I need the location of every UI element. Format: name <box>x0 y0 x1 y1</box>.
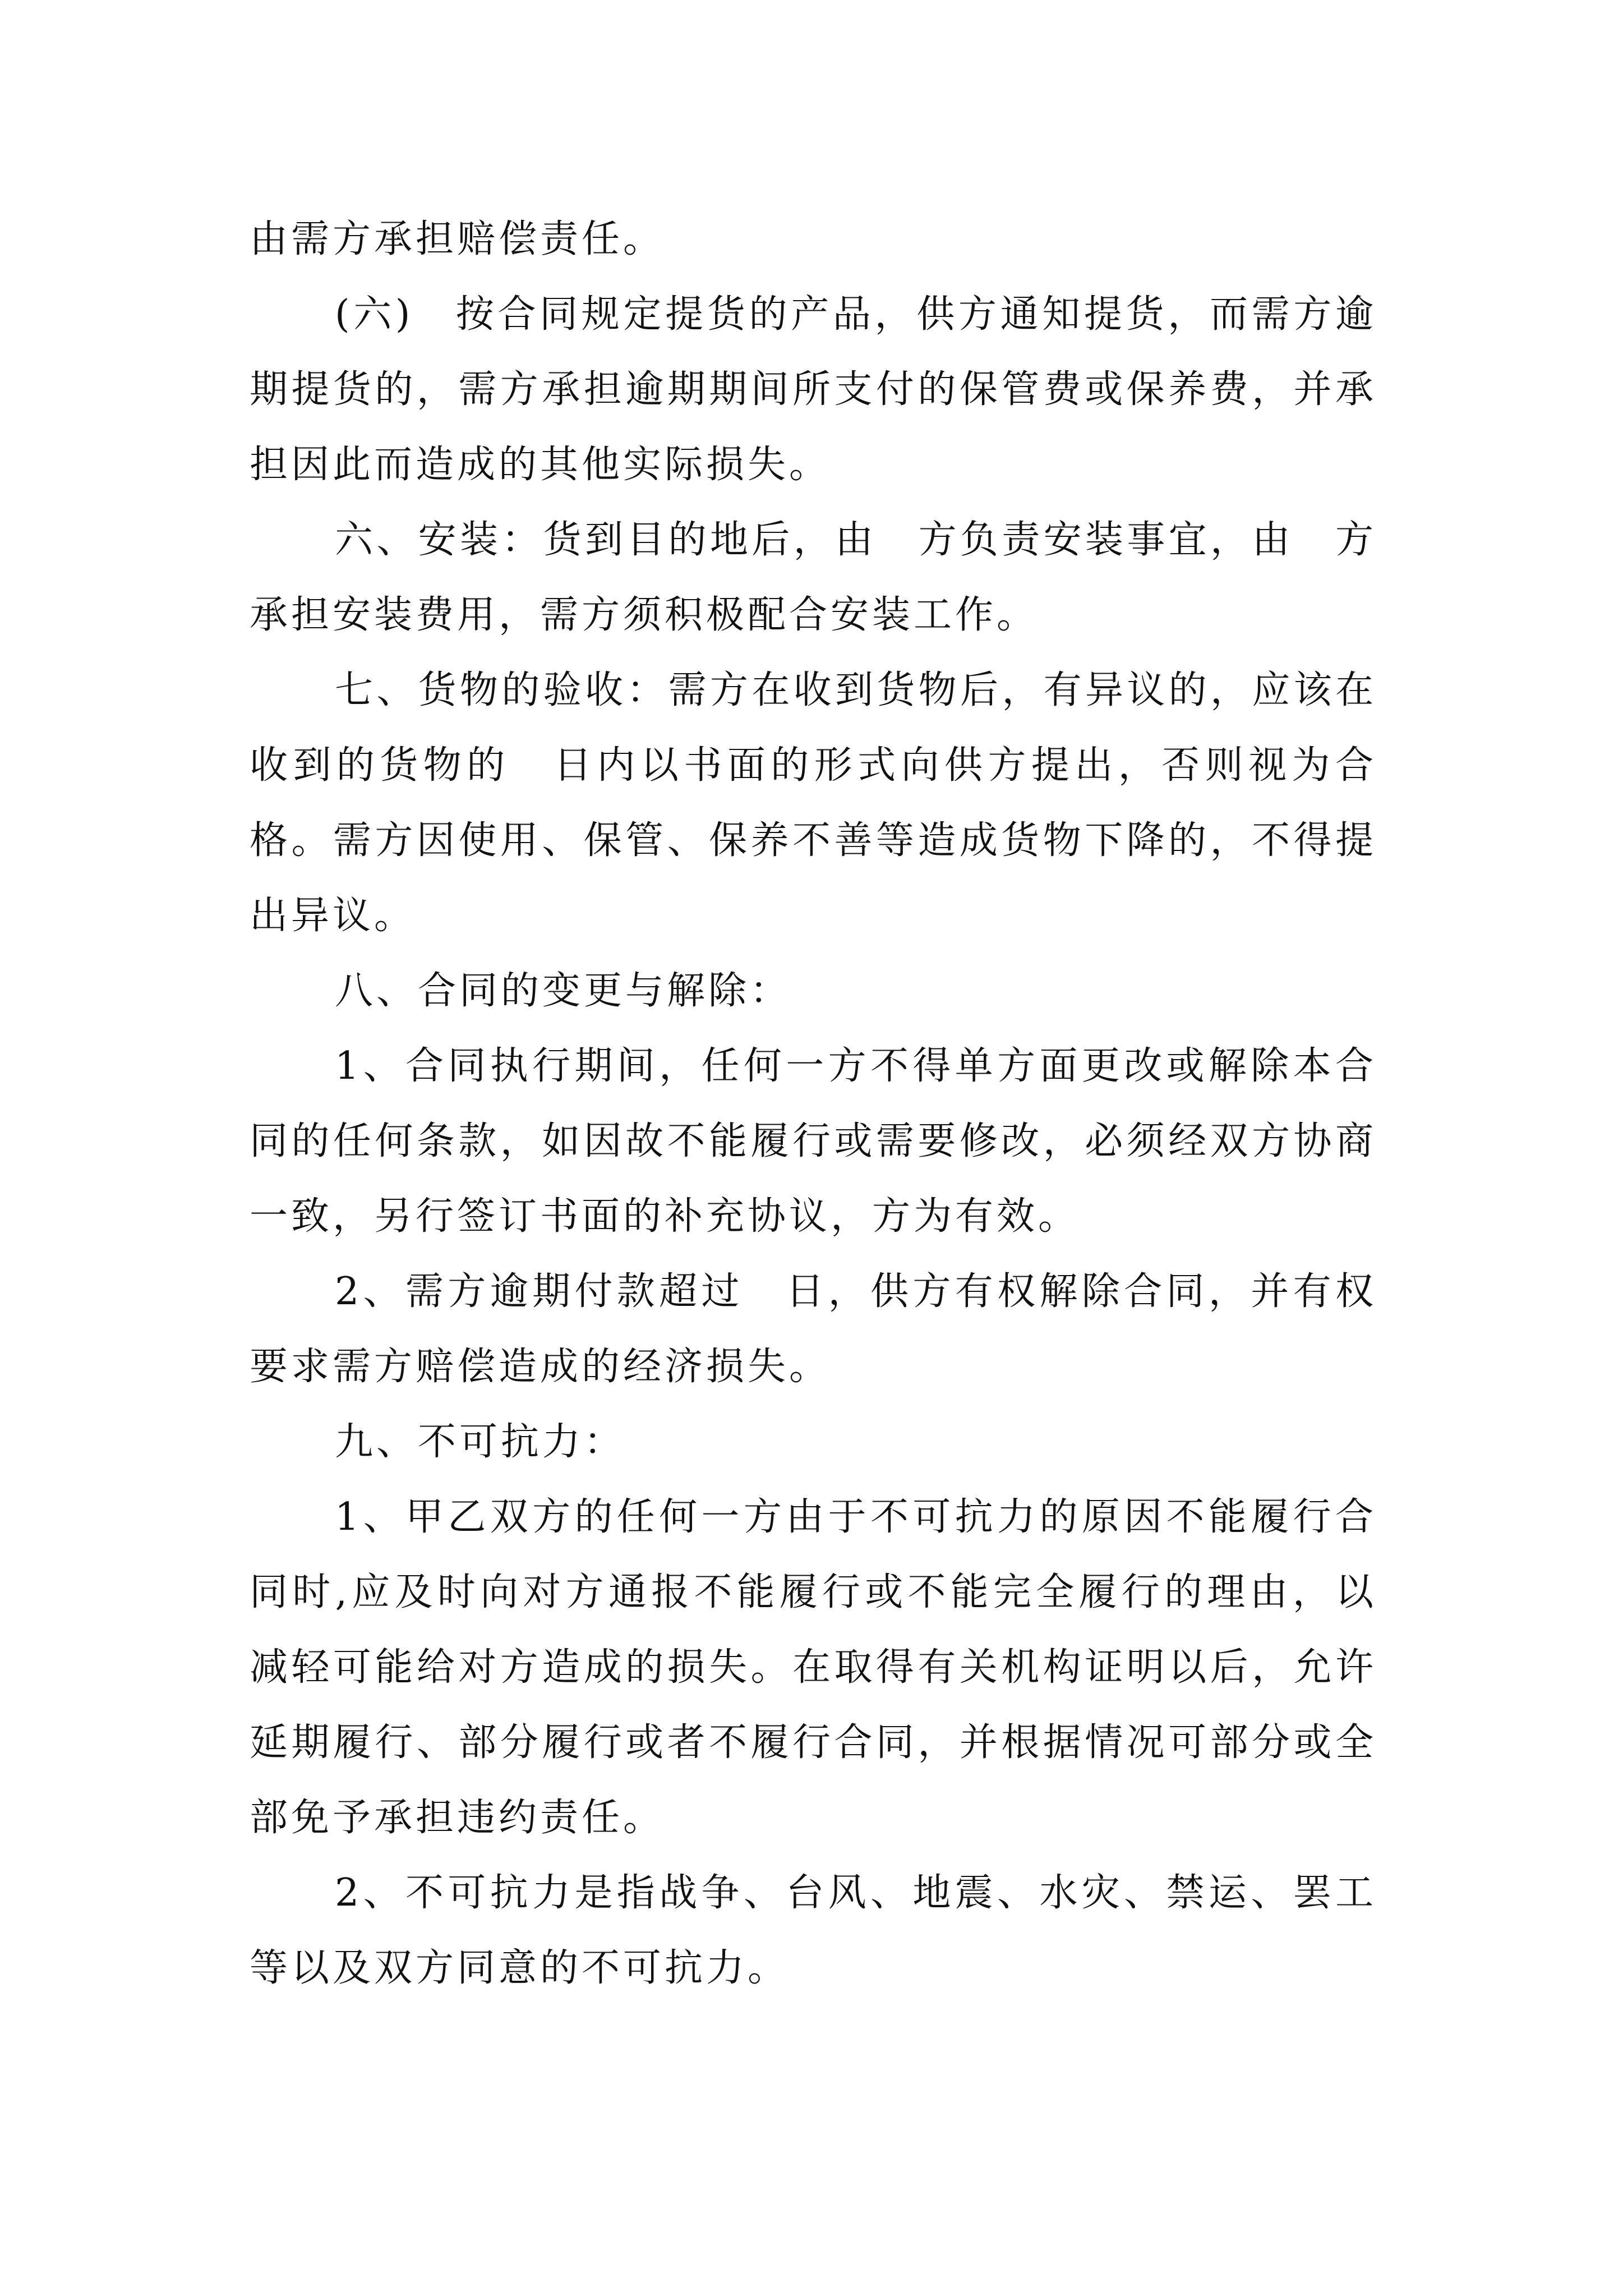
paragraph-section-7-acceptance: 七、货物的验收：需方在收到货物后，有异议的，应该在收到的货物的 日内以书面的形式向供方提出，否则视为合格。需方因使用、保管、保养不善等造成货物下降的，不得提出异议。 <box>250 668 1377 938</box>
document-body <box>250 202 1377 2006</box>
paragraph-section-9-item-1: 1、甲乙双方的任何一方由于不可抗力的原因不能履行合同时,应及时向对方通报不能履行或不能完全履行的理由，以减轻可能给对方造成的损失。在取得有关机构证明以后，允许延期履行、部分履行或者不履行合同，并根据情况可部分或全部免予承担违约责任。 <box>250 1495 1377 1840</box>
paragraph-clause-6-late-pickup: (六) 按合同规定提货的产品，供方通知提货，而需方逾期提货的，需方承担逾期期间所支付的保管费或保养费，并承担因此而造成的其他实际损失。 <box>250 292 1377 487</box>
heading-section-9-force-majeure: 九、不可抗力： <box>335 1420 626 1464</box>
paragraph-liability-continuation: 由需方承担赔偿责任。 <box>250 217 665 261</box>
paragraph-section-8-item-1: 1、合同执行期间，任何一方不得单方面更改或解除本合同的任何条款，如因故不能履行或需要修改，必须经双方协商一致，另行签订书面的补充协议，方为有效。 <box>250 1044 1377 1239</box>
paragraph-section-6-installation: 六、安装：货到目的地后，由 方负责安装事宜，由 方承担安装费用，需方须积极配合安装工作。 <box>250 518 1377 637</box>
paragraph-section-9-item-2: 2、不可抗力是指战争、台风、地震、水灾、禁运、罢工等以及双方同意的不可抗力。 <box>250 1871 1377 1990</box>
heading-section-8-change-termination: 八、合同的变更与解除： <box>335 969 792 1013</box>
paragraph-section-8-item-2: 2、需方逾期付款超过 日，供方有权解除合同，并有权要求需方赔偿造成的经济损失。 <box>250 1269 1377 1389</box>
